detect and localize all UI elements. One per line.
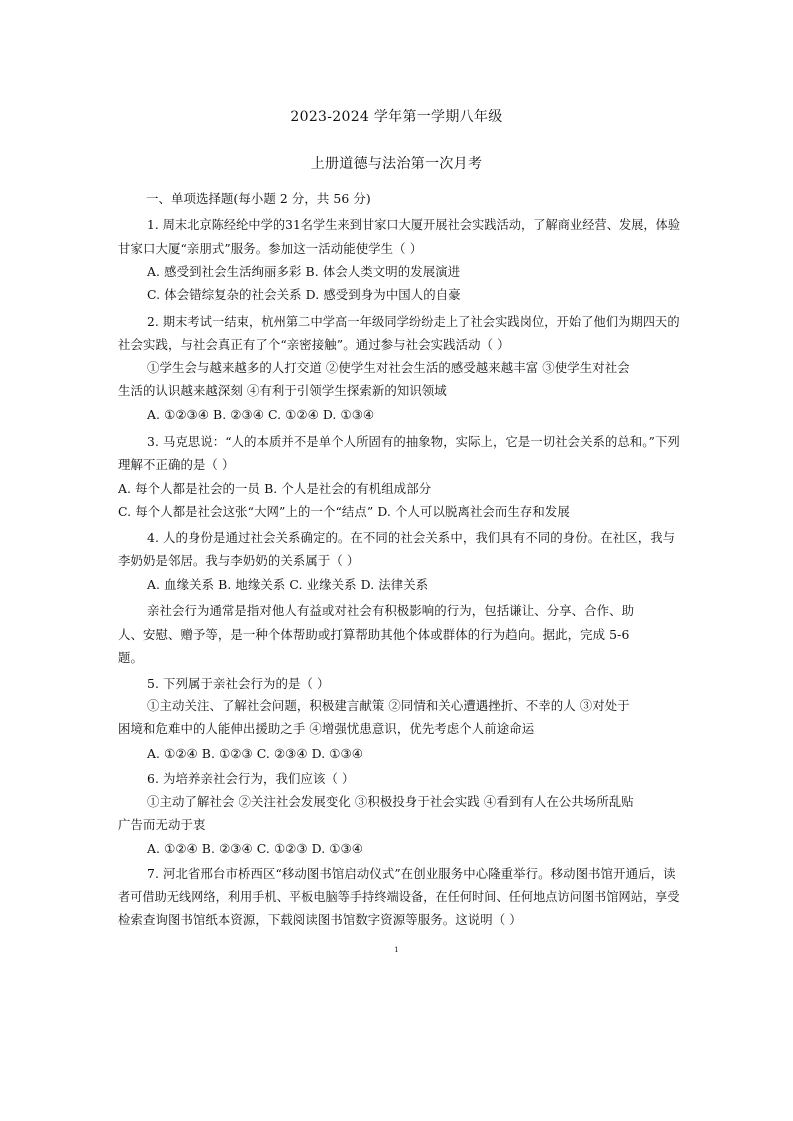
q6-items-line1: ①主动了解社会 ②关注社会发展变化 ③积极投身于社会实践 ④看到有人在公共场所乱贴 [147,794,634,809]
q5-items-line1: ①主动关注、了解社会问题，积极建言献策 ②同情和关心遭遇挫折、不幸的人 ③对处于 [147,698,630,713]
material-line2: 人、安慰、赠予等，是一种个体帮助或打算帮助其他个体或群体的行为趋向。据此，完成 5-6 [118,627,630,642]
q2-items-line2: 生活的认识越来越深刻 ④有利于引领学生探索新的知识领域 [118,383,447,398]
q7-stem-line1: 7. 河北省邢台市桥西区“移动图书馆启动仪式”在创业服务中心隆重举行。移动图书馆开通后，读 [147,866,676,881]
q4-options: A. 血缘关系 B. 地缘关系 C. 业缘关系 D. 法律关系 [147,577,429,592]
q1-stem-line2: 甘家口大厦“亲朋式”服务。参加这一活动能使学生（ ） [118,241,423,256]
q2-items-line1: ①学生会与越来越多的人打交道 ②使学生对社会生活的感受越来越丰富 ③使学生对社会 [147,360,630,375]
q5-items-line2: 困境和危难中的人能伸出援助之手 ④增强忧患意识，优先考虑个人前途命运 [118,721,535,736]
section-heading: 一、单项选择题(每小题 2 分，共 56 分) [146,191,371,206]
q3-options-ab: A. 每个人都是社会的一员 B. 个人是社会的有机组成部分 [118,481,432,496]
exam-title-subject: 上册道德与法治第一次月考 [310,156,483,172]
q1-options-cd: C. 体会错综复杂的社会关系 D. 感受到身为中国人的自豪 [147,287,461,302]
q3-stem-line2: 理解不正确的是（ ） [118,457,235,472]
material-line1: 亲社会行为通常是指对他人有益或对社会有积极影响的行为，包括谦让、分享、合作、助 [147,603,635,618]
q3-stem-line1: 3. 马克思说：“人的本质并不是单个人所固有的抽象物，实际上，它是一切社会关系的总和。”下列 [147,434,680,449]
q2-stem-line1: 2. 期末考试一结束，杭州第二中学高一年级同学纷纷走上了社会实践岗位，开始了他们为期四天的 [147,314,680,329]
material-line3: 题。 [118,650,143,665]
exam-title-year: 2023-2024 学年第一学期八年级 [290,109,503,125]
q4-stem-line1: 4. 人的身份是通过社会关系确定的。在不同的社会关系中，我们具有不同的身份。在社区，我与 [147,530,676,545]
q2-options: A. ①②③④ B. ②③④ C. ①②④ D. ①③④ [147,407,375,422]
q1-stem-line1: 1. 周末北京陈经纶中学的31名学生来到甘家口大厦开展社会实践活动，了解商业经营、发展，体验 [147,217,681,232]
page-number: 1 [394,946,399,954]
q5-stem: 5. 下列属于亲社会行为的是（ ） [147,676,330,691]
q4-stem-line2: 李奶奶是邻居。我与李奶奶的关系属于（ ） [118,553,360,568]
q3-options-cd: C. 每个人都是社会这张“大网”上的一个“结点” D. 个人可以脱离社会而生存和发展 [118,504,570,519]
q6-stem: 6. 为培养亲社会行为，我们应该（ ） [147,771,355,786]
q6-items-line2: 广告而无动于衷 [118,817,206,832]
q7-stem-line2: 者可借助无线网络，利用手机、平板电脑等手持终端设备，在任何时间、任何地点访问图书馆网站，享受 [118,889,680,904]
q2-stem-line2: 社会实践，与社会真正有了个“亲密接触”。通过参与社会实践活动（ ） [118,337,510,352]
q6-options: A. ①②④ B. ②③④ C. ①②③ D. ①③④ [147,841,363,856]
q5-options: A. ①②④ B. ①②③ C. ②③④ D. ①③④ [147,746,363,761]
q1-options-ab: A. 感受到社会生活绚丽多彩 B. 体会人类文明的发展演进 [147,264,461,279]
q7-stem-line3: 检索查询图书馆纸本资源，下载阅读图书馆数字资源等服务。这说明（ ） [118,912,522,927]
